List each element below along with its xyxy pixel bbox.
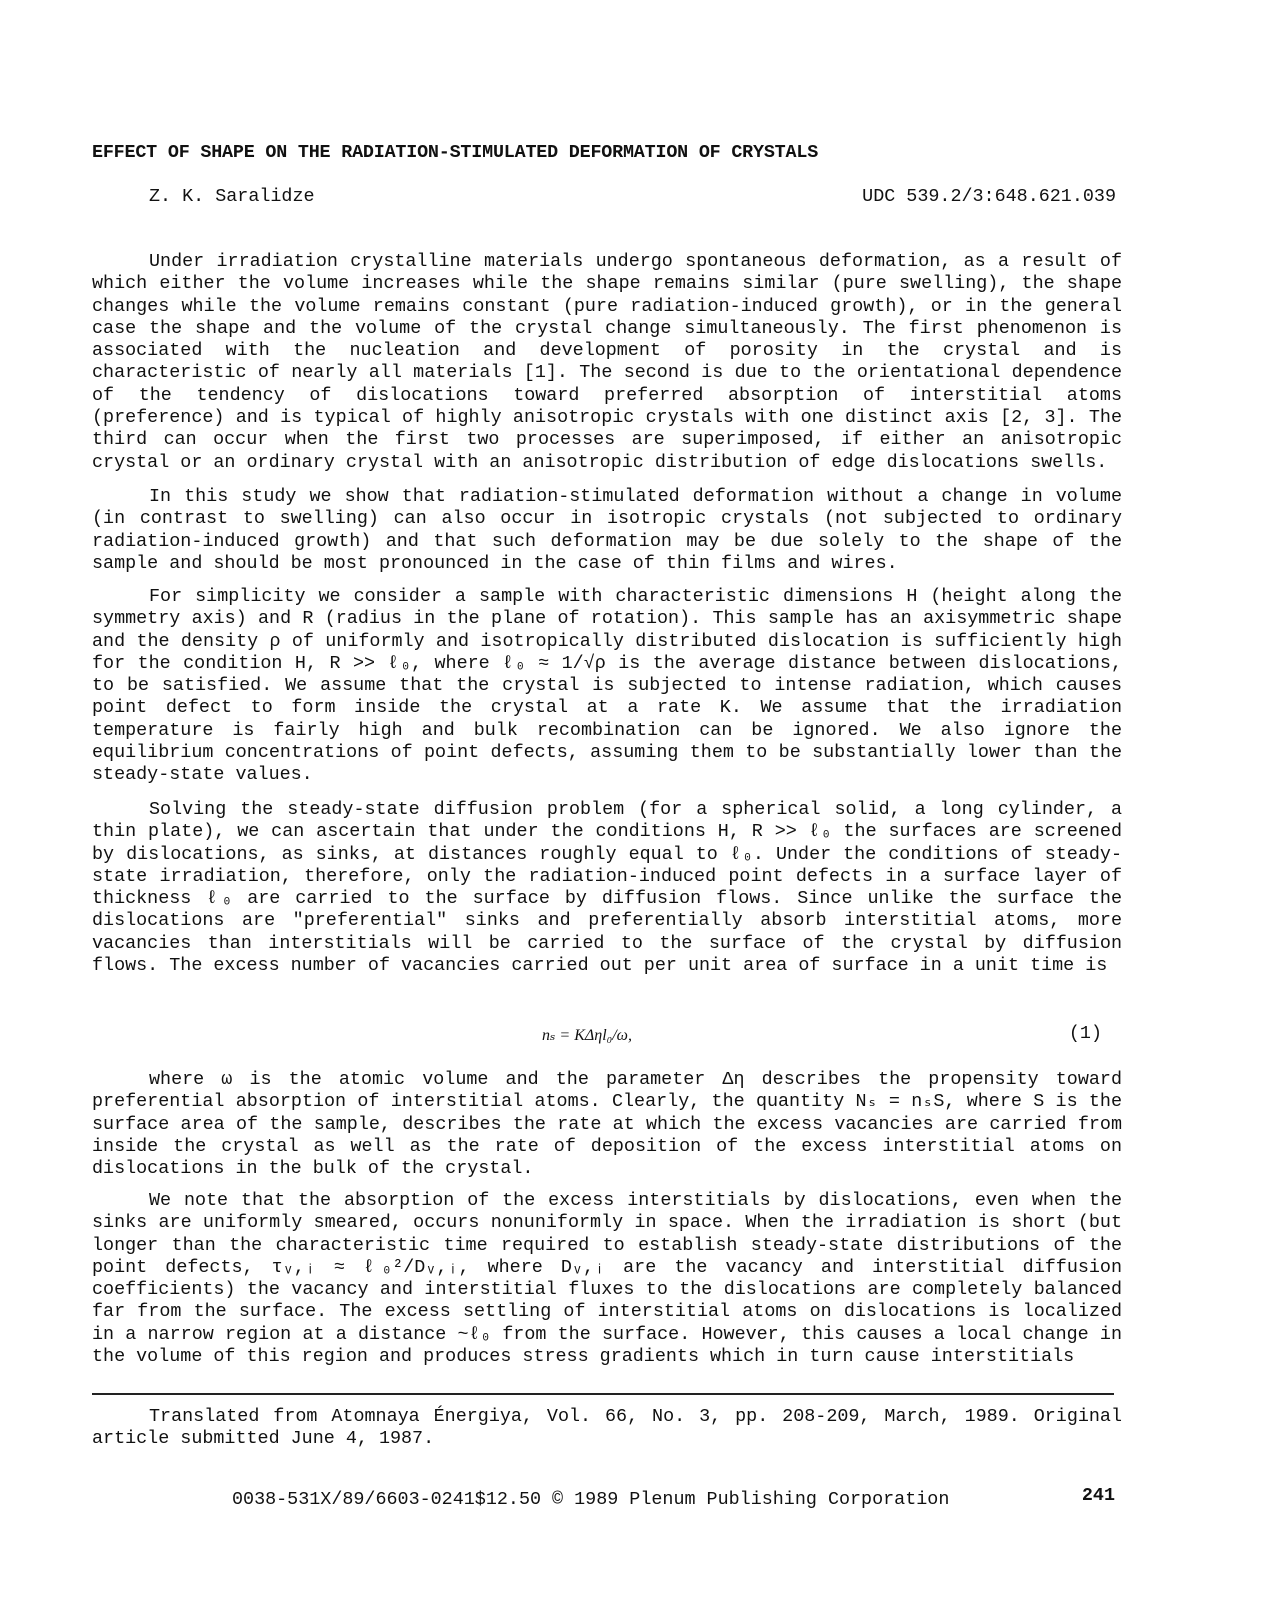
paragraph-diffusion [92, 799, 1122, 977]
paragraph-sample [92, 586, 1122, 787]
footnote-divider [92, 1393, 1114, 1395]
paragraph-absorption [92, 1190, 1122, 1368]
paragraph-text: where ω is the atomic volume and the parameter Δη describes the propensity toward preferential absorption of interstitial atoms. Clearly, the quantity Nₛ = nₛS, where S is the surface area of the sample, describes the rate at which the excess vacancies are carried from inside the crystal as well as the rate of deposition of the excess interstitial atoms on dislocations in the bulk of the crystal. [92, 1069, 1122, 1180]
equation: nₛ = KΔηl₀/ω, [542, 1027, 632, 1044]
footnote-text: Translated from Atomnaya Énergiya, Vol. 66, No. 3, pp. 208-209, March, 1989. Original article submitted June 4, 1987. [92, 1406, 1122, 1450]
page-number: 241 [1081, 1485, 1115, 1506]
equation-row [92, 1023, 1102, 1051]
footnote [92, 1406, 1122, 1451]
copyright-line: 0038-531X/89/6603-0241$12.50 © 1989 Plenum Publishing Corporation [232, 1489, 950, 1510]
paragraph-intro [92, 251, 1122, 474]
paragraph-text: Under irradiation crystalline materials undergo spontaneous deformation, as a result of which either the volume increases while the shape remains similar (pure swelling), the shape changes while the volume remains constant (pure radiation-induced growth), or in the general case the shape and the volume of the crystal change simultaneously. The first phenomenon is associated with the nucleation and development of porosity in the crystal and is characteristic of nearly all materials [1]. The second is due to the orientational dependence of the tendency of dislocations toward preferred absorption of interstitial atoms (preference) and is typical of highly anisotropic crystals with one distinct axis [2, 3]. The third can occur when the first two processes are superimposed, if either an anisotropic crystal or an ordinary crystal with an anisotropic distribution of edge dislocations swells. [92, 251, 1122, 473]
paragraph-text: We note that the absorption of the excess interstitials by dislocations, even when the sinks are uniformly smeared, occurs nonuniformly in space. When the irradiation is short (but longer than the characteristic time required to establish steady-state distributions of the point defects, τᵥ,ᵢ ≈ ℓ₀²/Dᵥ,ᵢ, where Dᵥ,ᵢ are the vacancy and interstitial diffusion coefficients) the vacancy and interstitial fluxes to the dislocations are completely balanced far from the surface. The excess settling of interstitial atoms on dislocations is localized in a narrow region at a distance ~ℓ₀ from the surface. However, this causes a local change in the volume of this region and produces stress gradients which in turn cause interstitials [92, 1190, 1122, 1368]
udc-code: UDC 539.2/3:648.621.039 [862, 186, 1116, 207]
paragraph-text: For simplicity we consider a sample with characteristic dimensions H (height along the symmetry axis) and R (radius in the plane of rotation). This sample has an axisymmetric shape and the density ρ of uniformly and isotropically distributed dislocation is sufficiently high for the condition H, R >> ℓ₀, where ℓ₀ ≈ 1/√ρ is the average distance between dislocations, to be satisfied. We assume that the crystal is subjected to intense radiation, which causes point defect to form inside the crystal at a rate K. We assume that the irradiation temperature is fairly high and bulk recombination can be ignored. We also ignore the equilibrium concentrations of point defects, assuming them to be substantially lower than the steady-state values. [92, 586, 1122, 786]
paragraph-study [92, 486, 1122, 575]
article-title: EFFECT OF SHAPE ON THE RADIATION-STIMULATED DEFORMATION OF CRYSTALS [92, 142, 819, 163]
paragraph-text: In this study we show that radiation-stimulated deformation without a change in volume (in contrast to swelling) can also occur in isotropic crystals (not subjected to ordinary radiation-induced growth) and that such deformation may be due solely to the shape of the sample and should be most pronounced in the case of thin films and wires. [92, 486, 1122, 574]
author-name: Z. K. Saralidze [149, 186, 315, 207]
paragraph-text: Solving the steady-state diffusion problem (for a spherical solid, a long cylinder, a thin plate), we can ascertain that under the conditions H, R >> ℓ₀ the surfaces are screened by dislocations, as sinks, at distances roughly equal to ℓ₀. Under the conditions of steady-state irradiation, therefore, only the radiation-induced point defects in a surface layer of thickness ℓ₀ are carried to the surface by diffusion flows. Since unlike the surface the dislocations are "preferential" sinks and preferentially absorb interstitial atoms, more vacancies than interstitials will be carried to the surface of the crystal by diffusion flows. The excess number of vacancies carried out per unit area of surface in a unit time is [92, 799, 1122, 977]
equation-number: (1) [1068, 1023, 1102, 1044]
paragraph-atomic-volume [92, 1069, 1122, 1180]
